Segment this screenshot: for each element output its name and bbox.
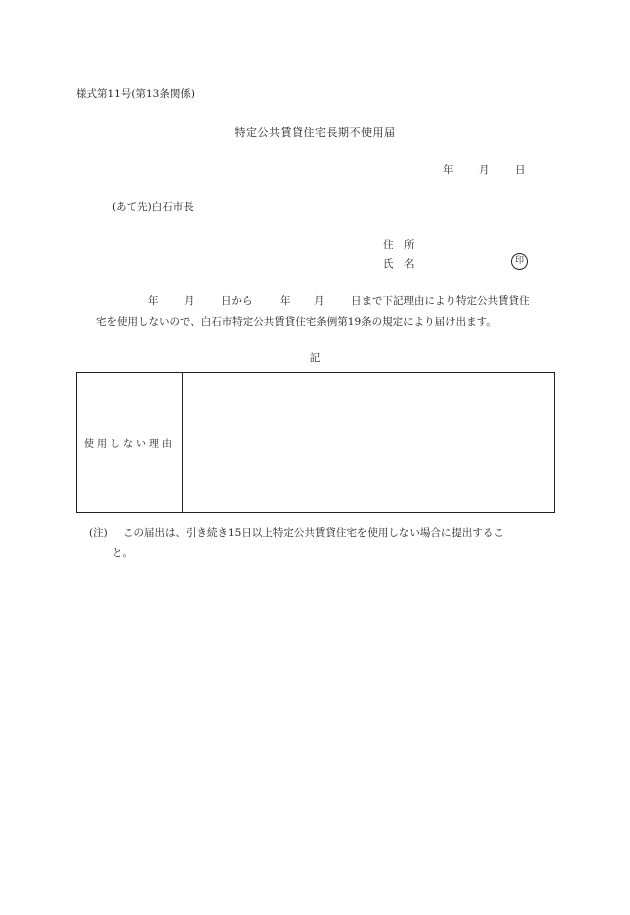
date-line: [443, 162, 526, 177]
body-year-2: 年: [280, 295, 291, 307]
reason-label: 使用しない理由: [77, 373, 183, 512]
note-text-line-2: と。: [112, 547, 133, 559]
address-label: 住 所: [383, 239, 415, 251]
note-label: (注): [89, 527, 108, 539]
document-title: 特定公共賃貸住宅長期不使用届: [234, 126, 396, 139]
body-year-1: 年: [148, 295, 159, 307]
date-month-label: 月: [479, 164, 490, 176]
reason-table: [76, 372, 555, 513]
seal-mark: 印: [511, 253, 528, 270]
body-line-2: 宅を使用しないので、白石市特定公共賃貸住宅条例第19条の規定により届け出ます。: [96, 316, 497, 328]
date-year-label: 年: [443, 164, 454, 176]
applicant-name-row: [383, 256, 419, 271]
form-number: 様式第11号(第13条関係): [76, 88, 195, 100]
body-line-1-tail: 日まで下記理由により特定公共賃貸住: [351, 295, 530, 307]
date-day-label: 日: [515, 164, 526, 176]
body-month-2: 月: [314, 295, 325, 307]
note-text-line-1: この届出は、引き続き15日以上特定公共賃貸住宅を使用しない場合に提出するこ: [123, 527, 504, 539]
body-day-from: 日から: [221, 295, 253, 307]
addressee: (あて先)白石市長: [112, 201, 194, 213]
body-month-1: 月: [184, 295, 195, 307]
name-label: 氏 名: [383, 258, 415, 270]
reason-input-area[interactable]: [183, 373, 554, 512]
applicant-address-row: [383, 237, 419, 252]
body-line-1: [148, 293, 530, 308]
ki-heading: 記: [309, 352, 321, 364]
